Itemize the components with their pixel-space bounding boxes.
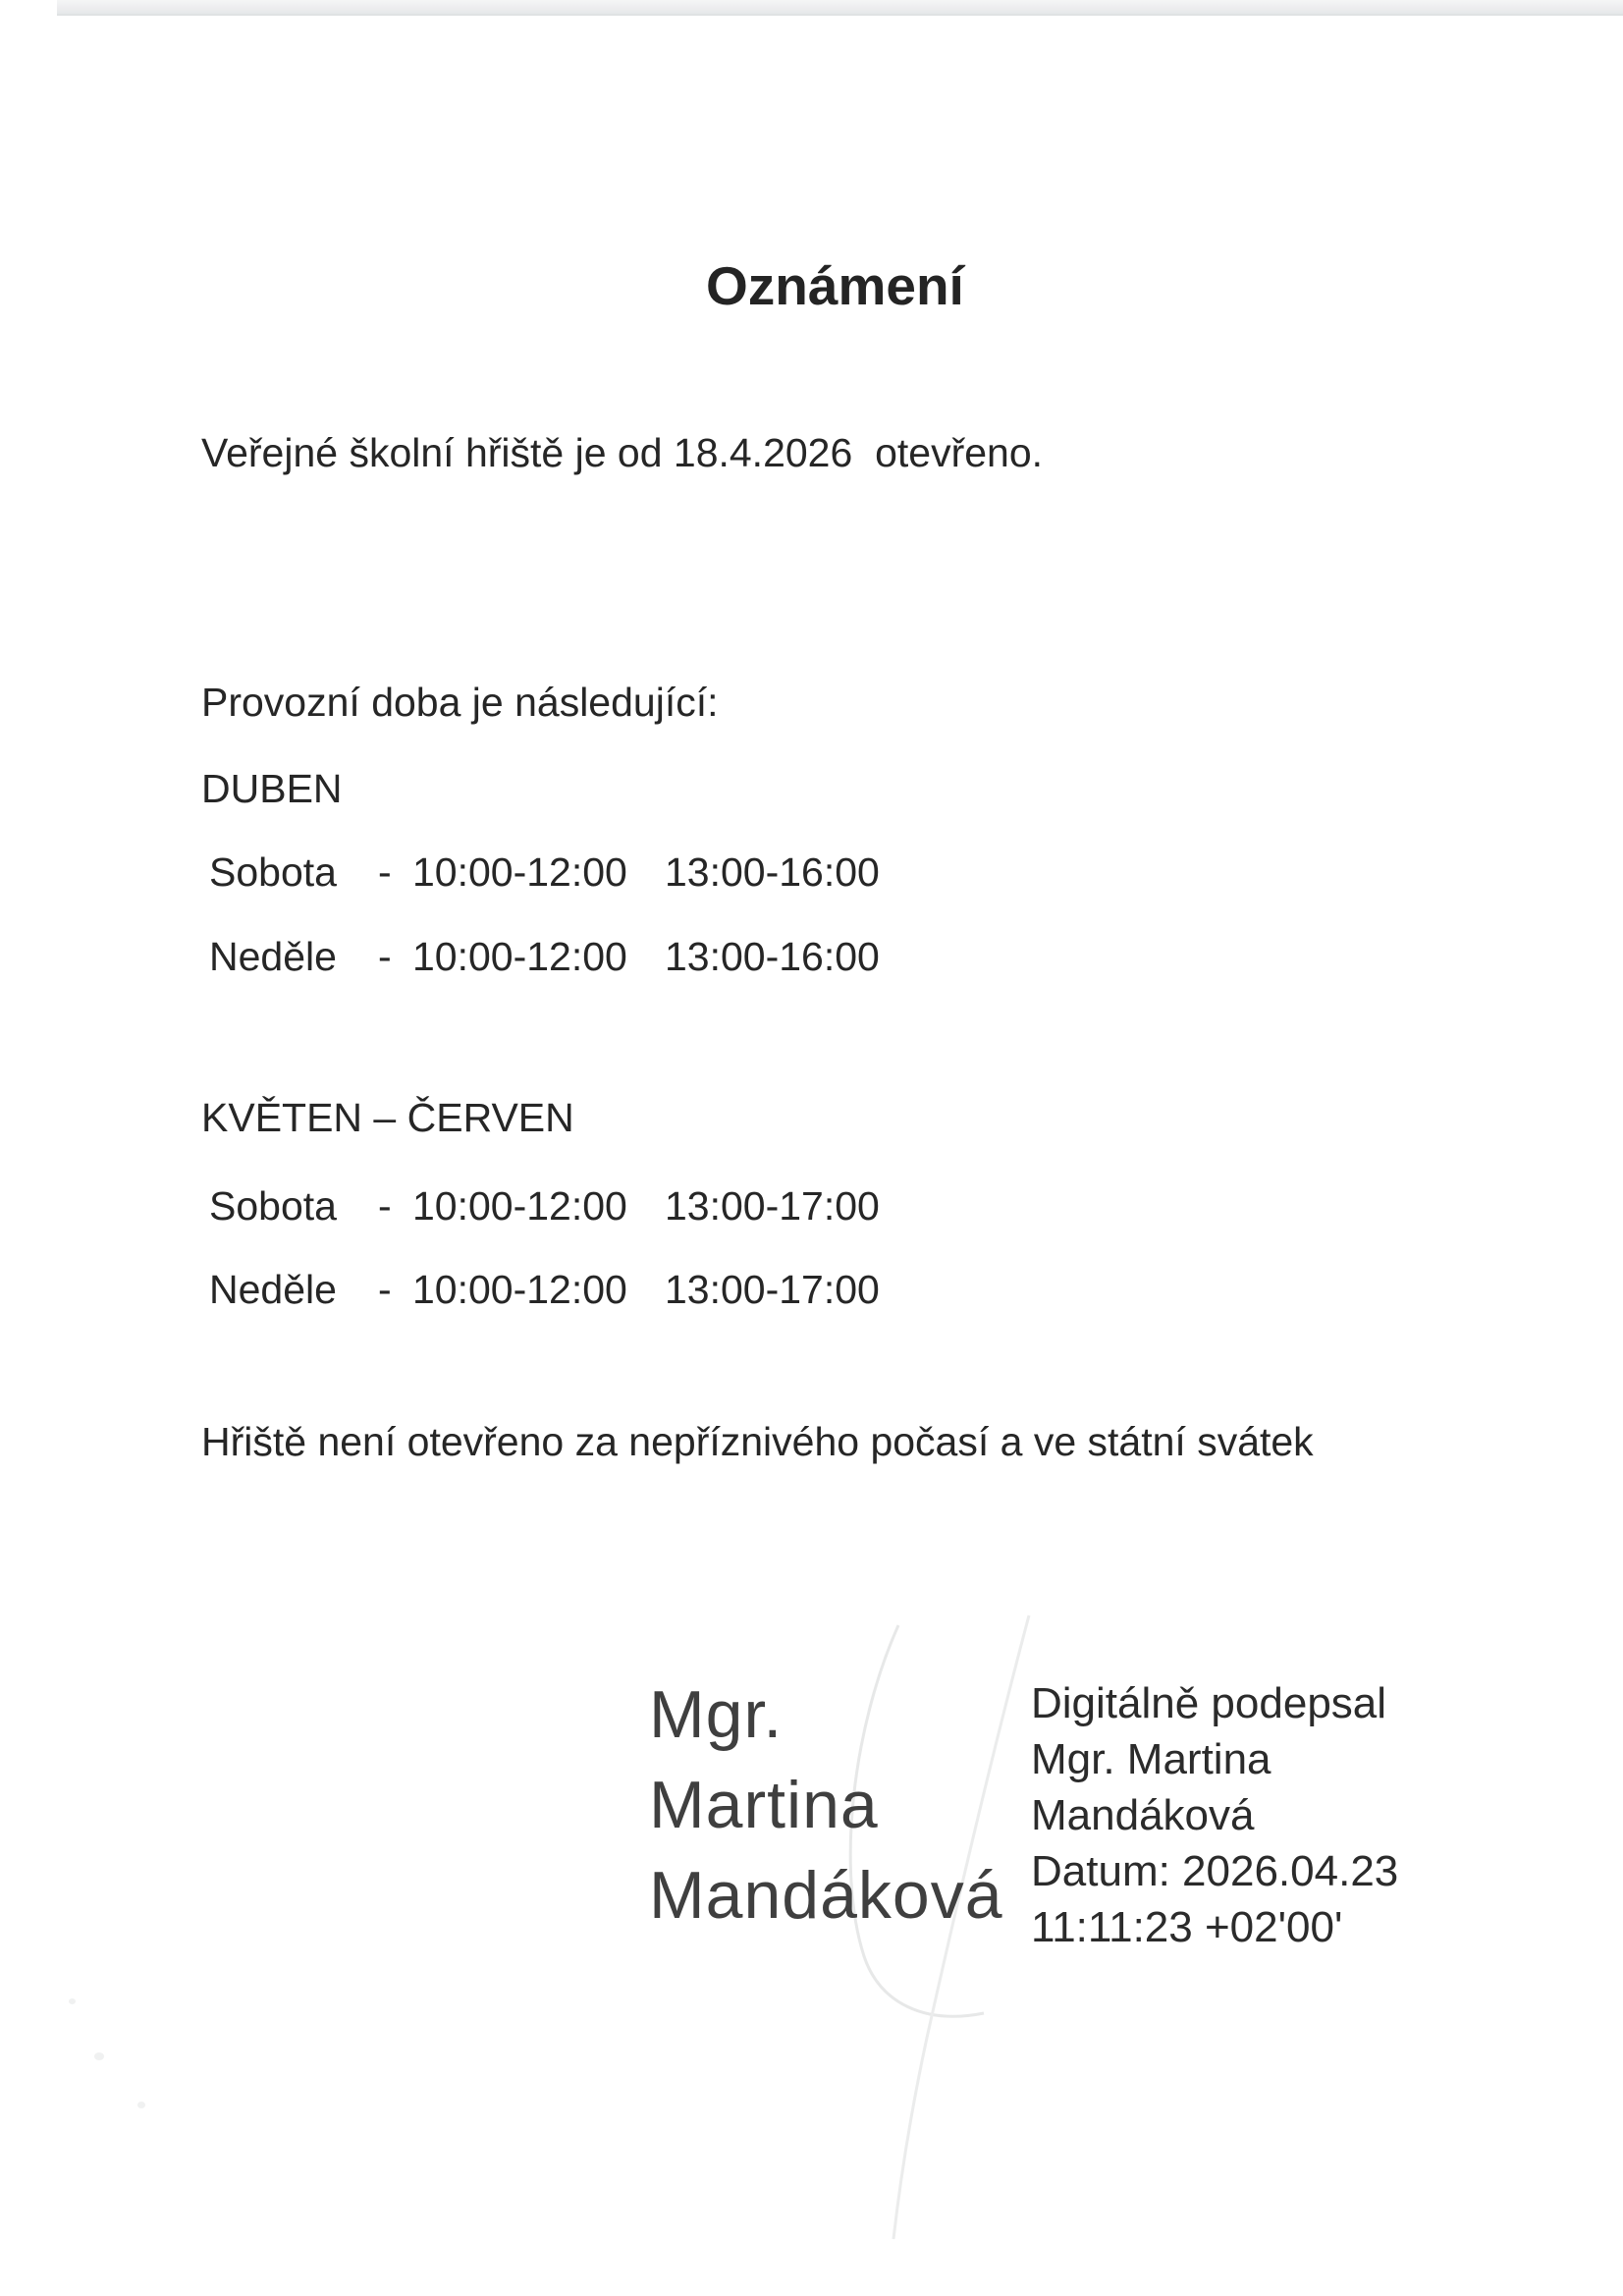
dash-separator: - [378,1183,392,1229]
schedule-row [201,934,947,983]
digital-signature-name [649,1669,1003,1941]
time-range-morning: 10:00-12:00 [412,934,627,979]
signature-detail-line: Digitálně podepsal [1031,1679,1387,1727]
schedule-heading: Provozní doba je následující: [201,680,719,725]
digital-signature-details [1031,1675,1398,1955]
time-range-morning: 10:00-12:00 [412,1267,627,1312]
signature-detail-line: Mgr. Martina [1031,1735,1271,1783]
scan-noise-speck [94,2052,104,2060]
scan-noise-speck [69,1998,76,2004]
time-range-afternoon: 13:00-16:00 [665,934,880,979]
closing-note: Hřiště není otevřeno za nepříznivého počasí a ve státní svátek [201,1419,1314,1464]
day-label: Neděle [209,1267,337,1312]
signature-name-line: Mgr. [649,1677,784,1752]
dash-separator: - [378,1267,392,1312]
signature-name-line: Mandáková [649,1858,1003,1933]
signature-detail-line: Mandáková [1031,1791,1255,1839]
schedule-row [201,1267,947,1316]
signature-detail-line: 11:11:23 +02'00' [1031,1903,1343,1951]
dash-separator: - [378,849,392,895]
signature-name-line: Martina [649,1768,879,1842]
scanner-edge-artifact [57,0,1623,16]
document-title: Oznámení [706,255,964,316]
signature-detail-line: Datum: 2026.04.23 [1031,1847,1399,1895]
time-range-afternoon: 13:00-16:00 [665,849,880,895]
time-range-afternoon: 13:00-17:00 [665,1183,880,1229]
day-label: Neděle [209,934,337,979]
month-heading-may-june: KVĚTEN – ČERVEN [201,1095,574,1140]
month-heading-april: DUBEN [201,766,343,811]
schedule-row [201,849,947,899]
day-label: Sobota [209,1183,337,1229]
schedule-row [201,1183,947,1232]
dash-separator: - [378,934,392,979]
intro-line: Veřejné školní hřiště je od 18.4.2026 otevřeno. [201,430,1044,475]
scan-noise-speck [137,2102,145,2108]
time-range-morning: 10:00-12:00 [412,849,627,895]
day-label: Sobota [209,849,337,895]
time-range-morning: 10:00-12:00 [412,1183,627,1229]
time-range-afternoon: 13:00-17:00 [665,1267,880,1312]
